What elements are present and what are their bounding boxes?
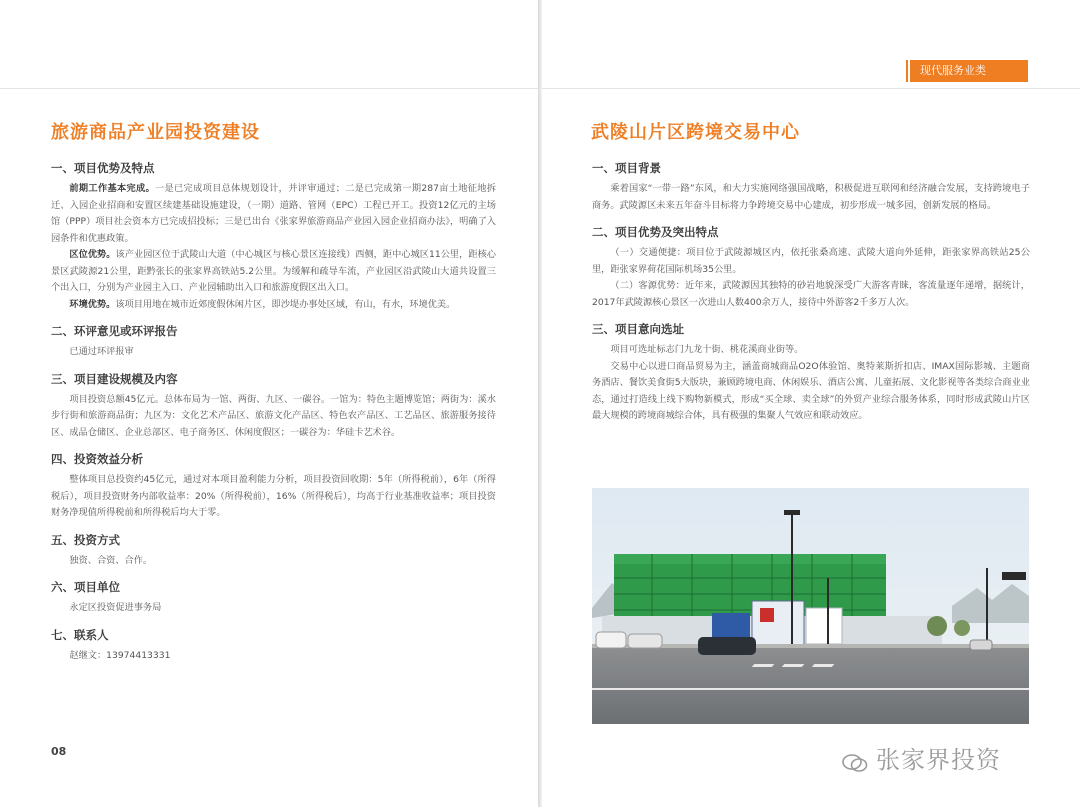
paragraph-text: 该项目用地在城市近郊度假休闲片区，即沙堤办事处区域，有山，有水，环境优美。 (115, 298, 456, 310)
left-page (0, 0, 538, 807)
section-heading: 三、项目意向选址 (592, 322, 684, 336)
paragraph (51, 247, 496, 297)
left-content (51, 160, 496, 674)
paragraph-lead: 环境优势。 (69, 298, 116, 310)
page-number: 08 (51, 745, 67, 758)
header-rule (0, 88, 538, 89)
section-advantages (51, 160, 496, 313)
construction-site-photo (592, 488, 1029, 724)
section-eia (51, 323, 496, 361)
wechat-icon (842, 751, 868, 771)
section-heading: 七、联系人 (51, 627, 109, 642)
paragraph-lead: 前期工作基本完成。 (69, 183, 156, 194)
category-tag: 现代服务业类 (910, 60, 1028, 82)
section-heading: 一、项目背景 (592, 161, 661, 175)
section-heading: 六、项目单位 (51, 580, 120, 594)
contact-text: 赵继文：13974413331 (69, 649, 171, 661)
section-project-unit (51, 579, 496, 617)
section-background (592, 160, 1030, 214)
section-contact (51, 627, 496, 665)
paragraph-text: 永定区投资促进事务局 (69, 602, 162, 613)
category-tag-bar (906, 60, 908, 82)
paragraph-text: （一）交通便捷：项目位于武陵源城区内，依托张桑高速、武陵大道向外延伸，距张家界高铁站25公里，距张家界荷花国际机场35公里。 (592, 247, 1030, 275)
section-heading: 三、项目建设规模及内容 (51, 371, 178, 386)
section-investment-mode (51, 532, 496, 570)
paragraph-text: 已通过环评报审 (69, 346, 134, 357)
paragraph-text: 项目可选址标志门九龙十街、桃花溪商业街等。 (610, 344, 804, 355)
paragraph (51, 181, 496, 247)
right-page (542, 0, 1080, 807)
paragraph-text: 该产业园区位于武陵山大道（中心城区与核心景区连接线）西侧，距中心城区11公里，距核心景区武陵源21公里，距黔张长的张家界高铁站5.2公里。为缓解和疏导车流，产业园区沿武陵山大道共设置三个出入口，分别为产业园主入口、产业园辅助出入口和旅游度假区出入口。 (51, 249, 496, 293)
paragraph (51, 297, 496, 314)
paragraph-text: 一是已完成项目总体规划设计，并评审通过；二是已完成第一期287亩土地征地拆迁、入园企业招商和安置区续建基础设施建设，（一期）道路、管网（EPC）工程已开工。投资12亿元的主场馆（PPP）项目社会资本方已完成招投标；三是已出台《张家界旅游商品产业园入园企业招商办法》，明确了入园条件和优惠政策。 (51, 183, 496, 244)
header-rule (542, 88, 1080, 89)
section-site (592, 321, 1030, 425)
paragraph-text: 整体项目总投资约45亿元，通过对本项目盈利能力分析，项目投资回收期：5年（所得税前），6年（所得税后），项目投资财务内部收益率：20%（所得税前），16%（所得税后），均高于行业基准收益率；项目投资财务净现值所得税前和所得税后均大于零。 (51, 474, 496, 518)
paragraph-text: （二）客源优势：近年来，武陵源因其独特的砂岩地貌深受广大游客青睐，客流量逐年递增，据统计，2017年武陵源核心景区一次进山人数400余万人，接待中外游客2千多万人次。 (592, 280, 1030, 308)
watermark-text: 张家界投资 (876, 746, 1001, 774)
paragraph-text: 交易中心以进口商品贸易为主，涵盖商城商品O2O体验馆、奥特莱斯折扣店、IMAX国际影城、主题商务酒店、餐饮美食街5大版块，兼顾跨境电商、休闲娱乐、酒店公寓、儿童拓展、文化影视等各类综合商业业态，通过打造线上线下购物新模式，形成“买全球、卖全球”的外贸产业综合服务体系，同时形成武陵山片区最大规模的跨境商城综合体，具有极强的集聚人气效应和联动效应。 (592, 360, 1030, 421)
section-advantages (592, 224, 1030, 311)
section-heading: 五、投资方式 (51, 532, 120, 547)
section-heading: 二、环评意见或环评报告 (51, 324, 178, 338)
section-scale (51, 371, 496, 442)
page-title: 旅游商品产业园投资建设 (51, 122, 260, 143)
section-benefit (51, 451, 496, 522)
paragraph-text: 项目投资总额45亿元。总体布局为一馆、两街、九区、一碳谷。一馆为：特色主题博览馆；两街为：溪水步行街和旅游商品街；九区为：文化艺术产品区、旅游文化产品区、特色农产品区、工艺品区、旅游服务接待区、成品仓储区、企业总部区、电子商务区、休闲度假区；一碳谷为：华硅卡艺术谷。 (51, 393, 496, 438)
page-title: 武陵山片区跨境交易中心 (591, 122, 800, 143)
right-content (592, 160, 1030, 435)
paragraph-text: 独资、合资、合作。 (69, 554, 153, 566)
section-heading: 二、项目优势及突出特点 (592, 225, 719, 239)
section-heading: 一、项目优势及特点 (51, 161, 155, 175)
section-heading: 四、投资效益分析 (51, 452, 143, 466)
watermark (842, 740, 1001, 775)
paragraph-text: 乘着国家“一带一路”东风，和大力实施网络强国战略，积极促进互联网和经济融合发展，支持跨境电子商务。武陵源区未来五年奋斗目标将力争跨境交易中心建成，初步形成一城多园，创新发展的格局。 (592, 183, 1030, 211)
paragraph-lead: 区位优势。 (69, 249, 116, 260)
